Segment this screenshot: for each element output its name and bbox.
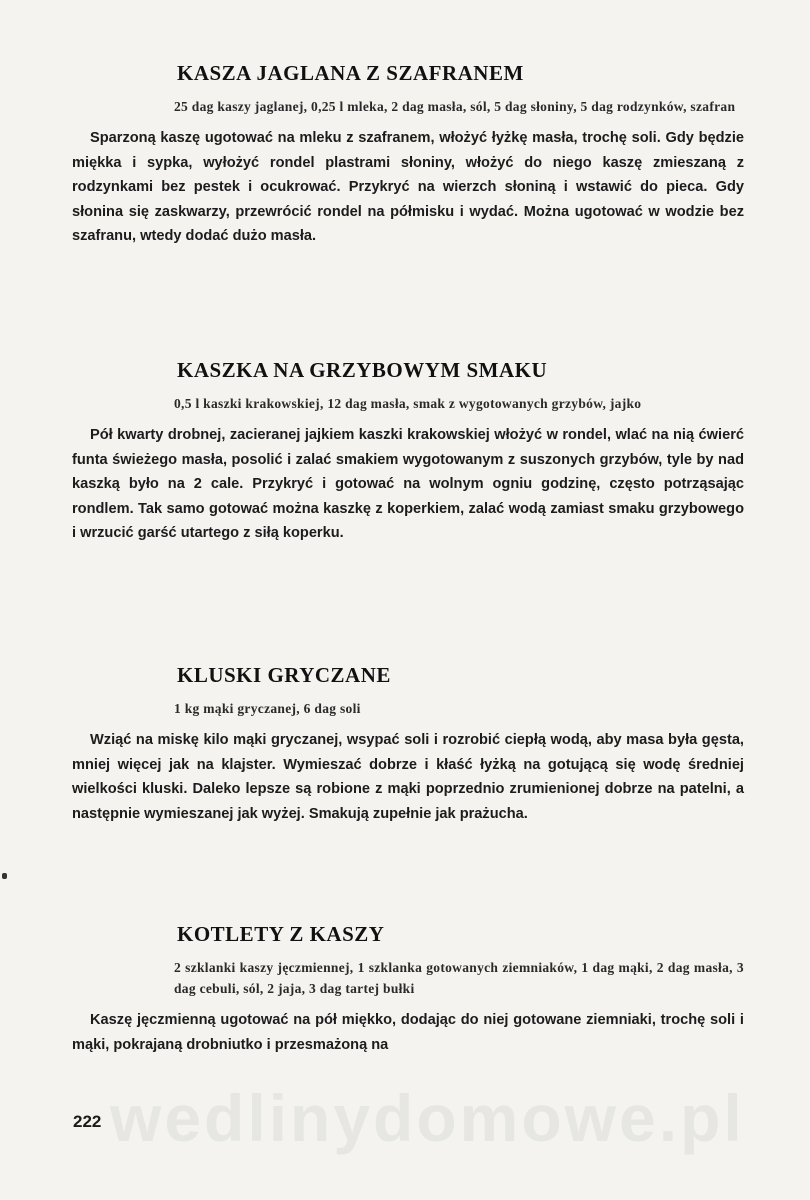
recipe-instructions: Pół kwarty drobnej, zacieranej jajkiem kaszki krakowskiej włożyć w rondel, wlać na nią ćwierć funta świeżego masła, posolić i zalać smakiem wygotowanym z suszonych grzybów, tyle by nad kaszką było na 2 cale. Przykryć i gotować na wolnym ogniu godzinę, często potrząsając rondlem. Tak samo gotować można kaszkę z koperkiem, zalać wodą zamiast smaku grzybowego i wrzucić garść utartego z siłą koperku. [72, 427, 744, 542]
recipe-title: KLUSKI GRYCZANE [177, 663, 391, 687]
recipe-kaszka-grzybowa [72, 357, 744, 546]
recipe-kotlety-z-kaszy [72, 921, 744, 1057]
recipe-title: KASZA JAGLANA Z SZAFRANEM [177, 61, 524, 85]
recipe-instructions: Kaszę jęczmienną ugotować na pół miękko, dodając do niej gotowane ziemniaki, trochę soli i mąki, pokrajaną drobniutko i przesmażoną na [72, 1012, 744, 1053]
recipe-ingredients: 2 szklanki kaszy jęczmiennej, 1 szklanka gotowanych ziemniaków, 1 dag mąki, 2 dag masła, 3 dag cebuli, sól, 2 jaja, 3 dag tartej bułki [174, 960, 744, 996]
recipe-title: KASZKA NA GRZYBOWYM SMAKU [177, 358, 548, 382]
recipe-ingredients: 0,5 l kaszki krakowskiej, 12 dag masła, smak z wygotowanych grzybów, jajko [174, 396, 642, 411]
recipe-kluski-gryczane [72, 662, 744, 826]
recipe-kasza-jaglana [72, 60, 744, 249]
recipe-instructions: Wziąć na miskę kilo mąki gryczanej, wsypać soli i rozrobić ciepłą wodą, aby masa była gęsta, mniej więcej jak na klajster. Wymieszać dobrze i kłaść łyżką na gotującą się wodę średniej wielkości kluski. Daleko lepsze są robione z mąki poprzednio zrumienionej dobrze na patelni, a następnie wymieszanej jak wyżej. Smakują zupełnie jak prażucha. [72, 732, 744, 822]
page-number: 222 [73, 1112, 102, 1131]
watermark: wedlinydomowe.pl [110, 1081, 745, 1155]
margin-mark [2, 873, 7, 879]
recipe-instructions: Sparzoną kaszę ugotować na mleku z szafranem, włożyć łyżkę masła, trochę soli. Gdy będzie miękka i sypka, wyłożyć rondel plastrami słoniny, włożyć do niego kaszę zmieszaną z rodzynkami bez pestek i ocukrować. Przykryć na wierzch słoniną i wstawić do pieca. Gdy słonina się zaskwarzy, przewrócić rondel na półmisku i wydać. Można ugotować w wodzie bez szafranu, wtedy dodać dużo masła. [72, 130, 744, 245]
recipe-ingredients: 1 kg mąki gryczanej, 6 dag soli [174, 701, 361, 716]
recipe-ingredients: 25 dag kaszy jaglanej, 0,25 l mleka, 2 dag masła, sól, 5 dag słoniny, 5 dag rodzynków, szafran [174, 99, 736, 114]
recipe-title: KOTLETY Z KASZY [177, 922, 385, 946]
